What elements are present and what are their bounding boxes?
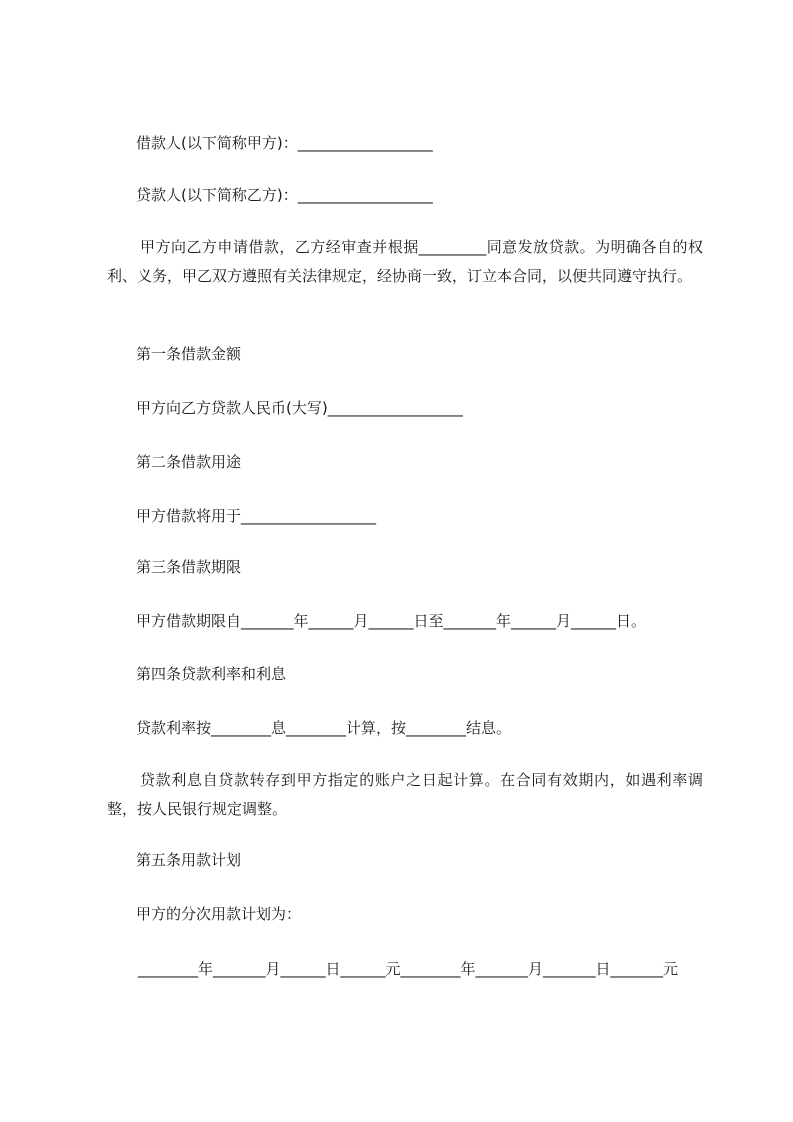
plan-paragraph: ________年_______月______日______元________年_______月_______日_______元 — [138, 960, 679, 978]
article-2-title: 第二条借款用途 — [136, 453, 242, 471]
article-3-title: 第三条借款期限 — [136, 558, 242, 576]
article-4-title: 第四条贷款利率和利息 — [136, 665, 287, 683]
article-5-title: 第五条用款计划 — [136, 851, 242, 869]
article-4-paragraph: 贷款利息自贷款转存到甲方指定的账户之日起计算。在合同有效期内，如遇利率调整，按人民银行规定调整。 — [107, 771, 703, 818]
intro-paragraph: 甲方向乙方申请借款，乙方经审查并根据_________同意发放贷款。为明确各自的权利、义务，甲乙双方遵照有关法律规定，经协商一致，订立本合同，以便共同遵守执行。 — [107, 238, 703, 285]
lender-line: 贷款人(以下简称乙方)：__________________ — [136, 186, 433, 204]
article-5-body: 甲方的分次用款计划为： — [136, 905, 302, 923]
article-4-body: 贷款利率按________息________计算，按________结息。 — [136, 719, 512, 737]
borrower-line: 借款人(以下简称甲方)：__________________ — [136, 134, 433, 152]
article-2-body: 甲方借款将用于__________________ — [136, 507, 377, 525]
article-3-body: 甲方借款期限自_______年______月______日至_______年______月______日。 — [136, 612, 647, 630]
article-1-body: 甲方向乙方贷款人民币(大写)__________________ — [136, 399, 463, 417]
article-1-title: 第一条借款金额 — [136, 345, 242, 363]
